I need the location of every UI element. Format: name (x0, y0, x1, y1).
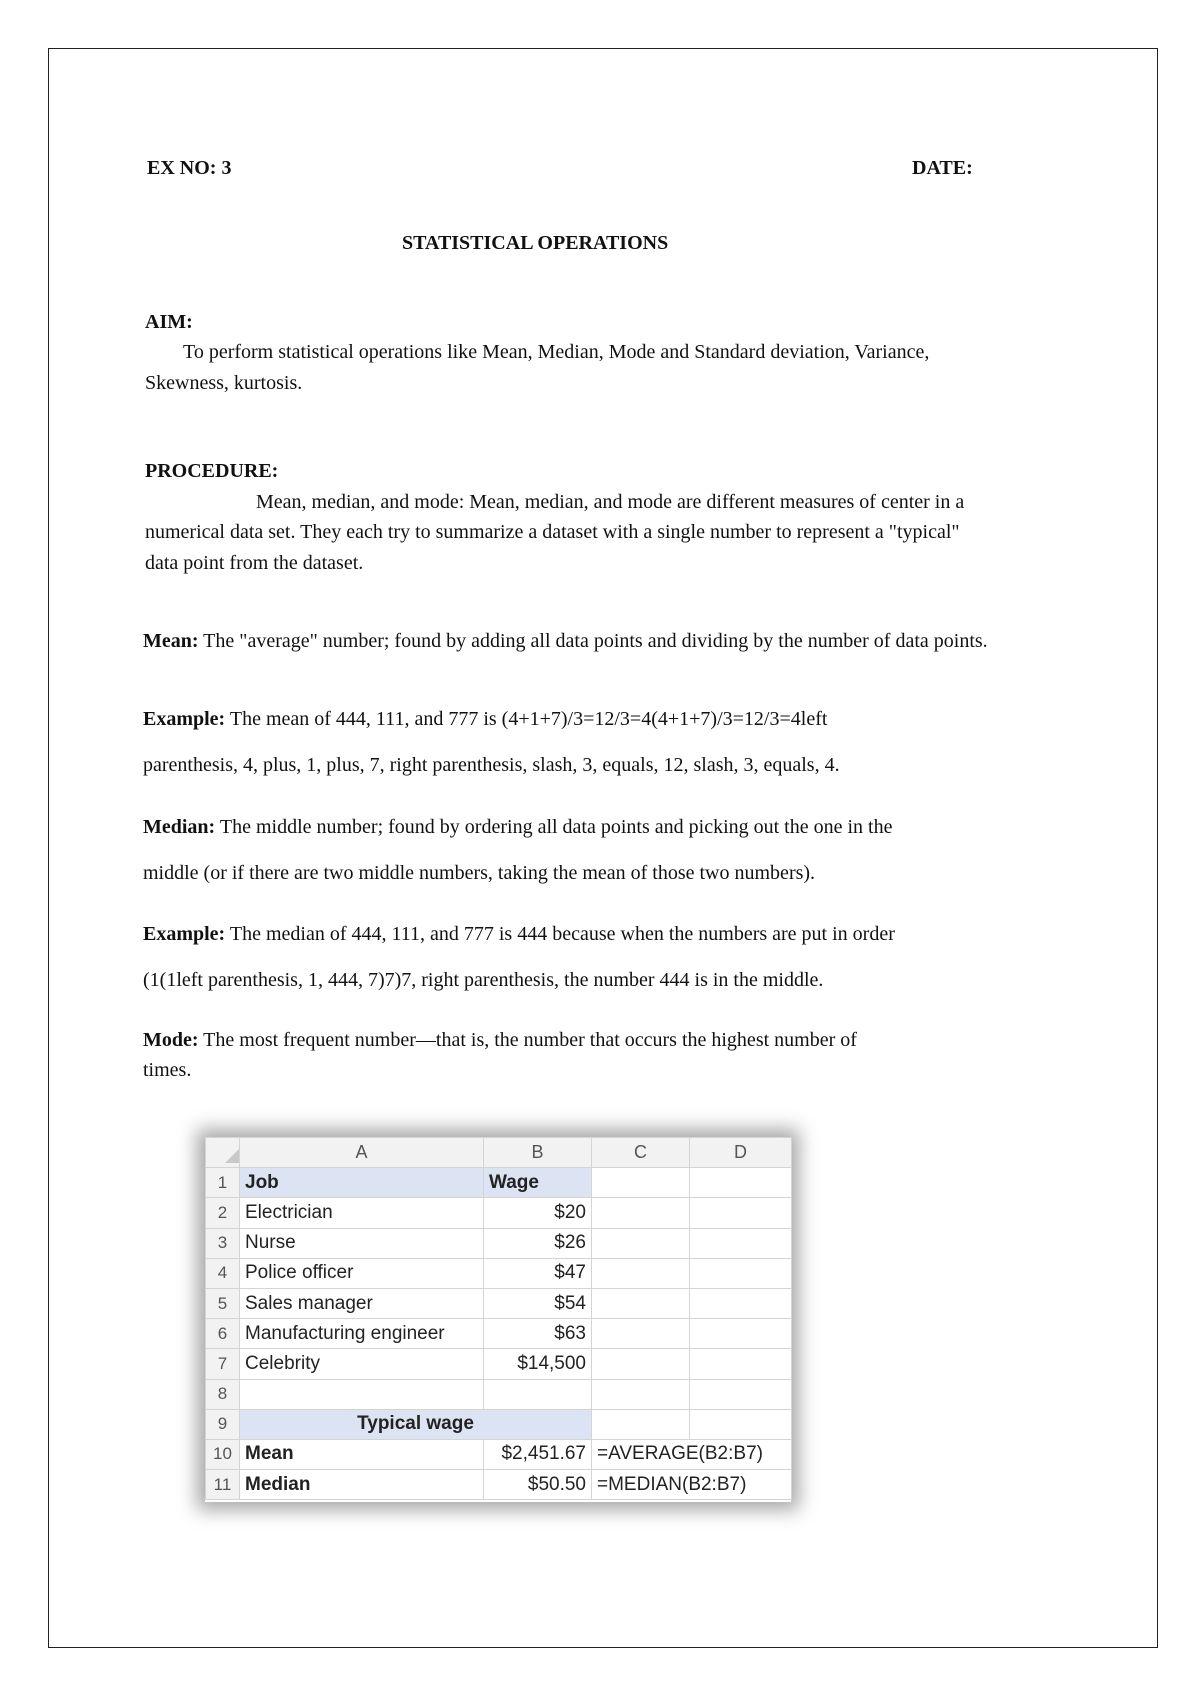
table-row (206, 1319, 792, 1349)
table-row (206, 1470, 792, 1500)
table-row (206, 1349, 792, 1379)
median-label: Median: (143, 816, 216, 838)
example-1-line-1 (143, 707, 827, 731)
cell-d6 (690, 1319, 792, 1349)
row-number: 8 (206, 1379, 240, 1409)
aim-heading: AIM: (145, 311, 193, 333)
table-row (206, 1288, 792, 1318)
example-2-label: Example: (143, 923, 226, 945)
cell-d7 (690, 1349, 792, 1379)
row-number: 6 (206, 1319, 240, 1349)
row-number: 3 (206, 1228, 240, 1258)
cell-a2: Electrician (240, 1198, 484, 1228)
ex-no: EX NO: 3 (147, 157, 232, 179)
cell-c6 (592, 1319, 690, 1349)
example-2-line-1 (143, 922, 895, 946)
cell-d5 (690, 1288, 792, 1318)
mean-label: Mean: (143, 630, 199, 652)
cell-b6: $63 (484, 1319, 592, 1349)
cell-b4: $47 (484, 1258, 592, 1288)
example-2-text: The median of 444, 111, and 777 is 444 because when the numbers are put in order (225, 923, 895, 945)
cell-c3 (592, 1228, 690, 1258)
cell-a8 (240, 1379, 484, 1409)
cell-a5: Sales manager (240, 1288, 484, 1318)
mode-line-2: times. (143, 1059, 192, 1081)
table-row (206, 1258, 792, 1288)
median-text: The middle number; found by ordering all data points and picking out the one in the (215, 816, 893, 838)
cell-b10: $2,451.67 (484, 1439, 592, 1469)
cell-b2: $20 (484, 1198, 592, 1228)
table-row (206, 1228, 792, 1258)
aim-line-2: Skewness, kurtosis. (145, 372, 303, 394)
cell-d9 (690, 1409, 792, 1439)
row-number: 4 (206, 1258, 240, 1288)
spreadsheet-table (205, 1137, 792, 1500)
table-row (206, 1379, 792, 1409)
procedure-line-1: Mean, median, and mode: Mean, median, and mode are different measures of center in a (256, 491, 965, 513)
example-1-text: The mean of 444, 111, and 777 is (4+1+7)/3=12/3=4(4+1+7)/3=12/3=4left (225, 708, 828, 730)
median-line-2: middle (or if there are two middle numbers, taking the mean of those two numbers). (143, 862, 816, 884)
row-number: 7 (206, 1349, 240, 1379)
cell-c9 (592, 1409, 690, 1439)
cell-d8 (690, 1379, 792, 1409)
example-2-line-2: (1(1left parenthesis, 1, 444, 7)7)7, right parenthesis, the number 444 is in the middle. (143, 969, 824, 991)
cell-c2 (592, 1198, 690, 1228)
mode-label: Mode: (143, 1029, 199, 1051)
procedure-heading: PROCEDURE: (145, 460, 279, 482)
cell-c5 (592, 1288, 690, 1318)
cell-b5: $54 (484, 1288, 592, 1318)
mode-text: The most frequent number—that is, the number that occurs the highest number of (198, 1029, 857, 1051)
row-number: 9 (206, 1409, 240, 1439)
mode-line-1 (143, 1028, 857, 1052)
column-header-c: C (592, 1138, 690, 1168)
procedure-line-3: data point from the dataset. (145, 552, 364, 574)
column-header-d: D (690, 1138, 792, 1168)
column-header-a: A (240, 1138, 484, 1168)
cell-d2 (690, 1198, 792, 1228)
cell-c10-formula: =AVERAGE(B2:B7) (592, 1439, 792, 1469)
table-row (206, 1168, 792, 1198)
cell-d1 (690, 1168, 792, 1198)
cell-a1: Job (240, 1168, 484, 1198)
cell-a11: Median (240, 1470, 484, 1500)
cell-b1: Wage (484, 1168, 592, 1198)
cell-c1 (592, 1168, 690, 1198)
example-1-line-2: parenthesis, 4, plus, 1, plus, 7, right parenthesis, slash, 3, equals, 12, slash, 3, equals, 4. (143, 754, 840, 776)
spreadsheet-screenshot (205, 1137, 791, 1502)
cell-b8 (484, 1379, 592, 1409)
cell-a3: Nurse (240, 1228, 484, 1258)
table-row (206, 1439, 792, 1469)
column-header-b: B (484, 1138, 592, 1168)
cell-a4: Police officer (240, 1258, 484, 1288)
row-number: 5 (206, 1288, 240, 1318)
row-number: 11 (206, 1470, 240, 1500)
mean-definition (143, 629, 988, 653)
cell-a10: Mean (240, 1439, 484, 1469)
median-line-1 (143, 815, 892, 839)
row-number: 2 (206, 1198, 240, 1228)
cell-c7 (592, 1349, 690, 1379)
cell-c4 (592, 1258, 690, 1288)
mean-text: The "average" number; found by adding all data points and dividing by the number of data points. (198, 630, 988, 652)
cell-a9-typical-wage: Typical wage (240, 1409, 592, 1439)
cell-a7: Celebrity (240, 1349, 484, 1379)
table-row (206, 1409, 792, 1439)
cell-c11-formula: =MEDIAN(B2:B7) (592, 1470, 792, 1500)
aim-line-1: To perform statistical operations like Mean, Median, Mode and Standard deviation, Variance, (183, 341, 930, 363)
cell-c8 (592, 1379, 690, 1409)
row-number: 1 (206, 1168, 240, 1198)
example-1-label: Example: (143, 708, 226, 730)
date-label: DATE: (912, 157, 973, 179)
cell-d3 (690, 1228, 792, 1258)
procedure-line-2: numerical data set. They each try to summarize a dataset with a single number to represent a "typical" (145, 521, 960, 543)
row-number: 10 (206, 1439, 240, 1469)
page-title: STATISTICAL OPERATIONS (402, 232, 669, 254)
table-row (206, 1198, 792, 1228)
cell-b7: $14,500 (484, 1349, 592, 1379)
column-header-row (206, 1138, 792, 1168)
cell-b3: $26 (484, 1228, 592, 1258)
cell-b11: $50.50 (484, 1470, 592, 1500)
cell-d4 (690, 1258, 792, 1288)
select-all-corner (206, 1138, 240, 1168)
cell-a6: Manufacturing engineer (240, 1319, 484, 1349)
